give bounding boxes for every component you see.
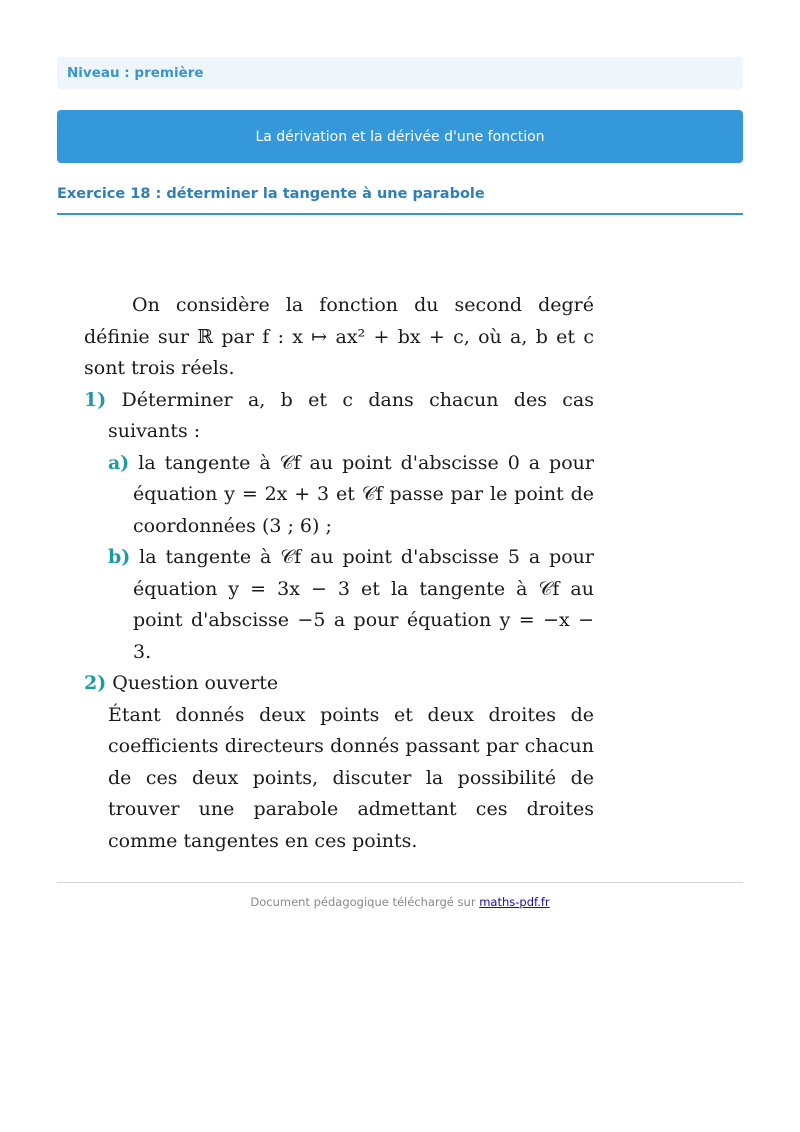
question-2-number: 2) (84, 672, 107, 694)
exercise-title: Exercice 18 : déterminer la tangente à une parabole (57, 186, 743, 215)
footer-text: Document pédagogique téléchargé sur (250, 895, 480, 909)
exercise-intro: On considère la fonction du second degré définie sur ℝ par f : x ↦ ax² + bx + c, où a, b et c sont trois réels. (84, 294, 594, 379)
chapter-banner (57, 110, 743, 163)
question-1 (84, 385, 594, 448)
question-1b-label: b) (108, 546, 131, 568)
question-1a-text: la tangente à 𝒞f au point d'abscisse 0 a pour équation y = 2x + 3 et 𝒞f passe par le point de coordonnées (3 ; 6) ; (133, 451, 594, 537)
question-1a (84, 448, 594, 543)
question-1-number: 1) (84, 388, 107, 411)
chapter-title: La dérivation et la dérivée d'une fonction (255, 128, 545, 145)
footer-divider (57, 882, 743, 883)
exercise-content (84, 290, 594, 857)
question-2-title: Question ouverte (112, 672, 279, 694)
question-2-text: Étant donnés deux points et deux droites de coefficients directeurs donnés passant par chacun de ces deux points, discuter la possibilité de trouver une parabole admettant ces droites comme tangentes en ces points. (108, 703, 594, 852)
question-1b-text: la tangente à 𝒞f au point d'abscisse 5 a pour équation y = 3x − 3 et la tangente à 𝒞f au point d'abscisse −5 a pour équation y = −x − 3. (133, 546, 594, 663)
level-label: Niveau : première (57, 57, 743, 89)
question-1a-label: a) (108, 451, 130, 474)
question-2 (84, 668, 594, 700)
question-1-text: Déterminer a, b et c dans chacun des cas suivants : (108, 388, 594, 442)
footer-link[interactable]: maths-pdf.fr (479, 895, 550, 909)
footer (57, 895, 743, 909)
question-1b (84, 542, 594, 668)
